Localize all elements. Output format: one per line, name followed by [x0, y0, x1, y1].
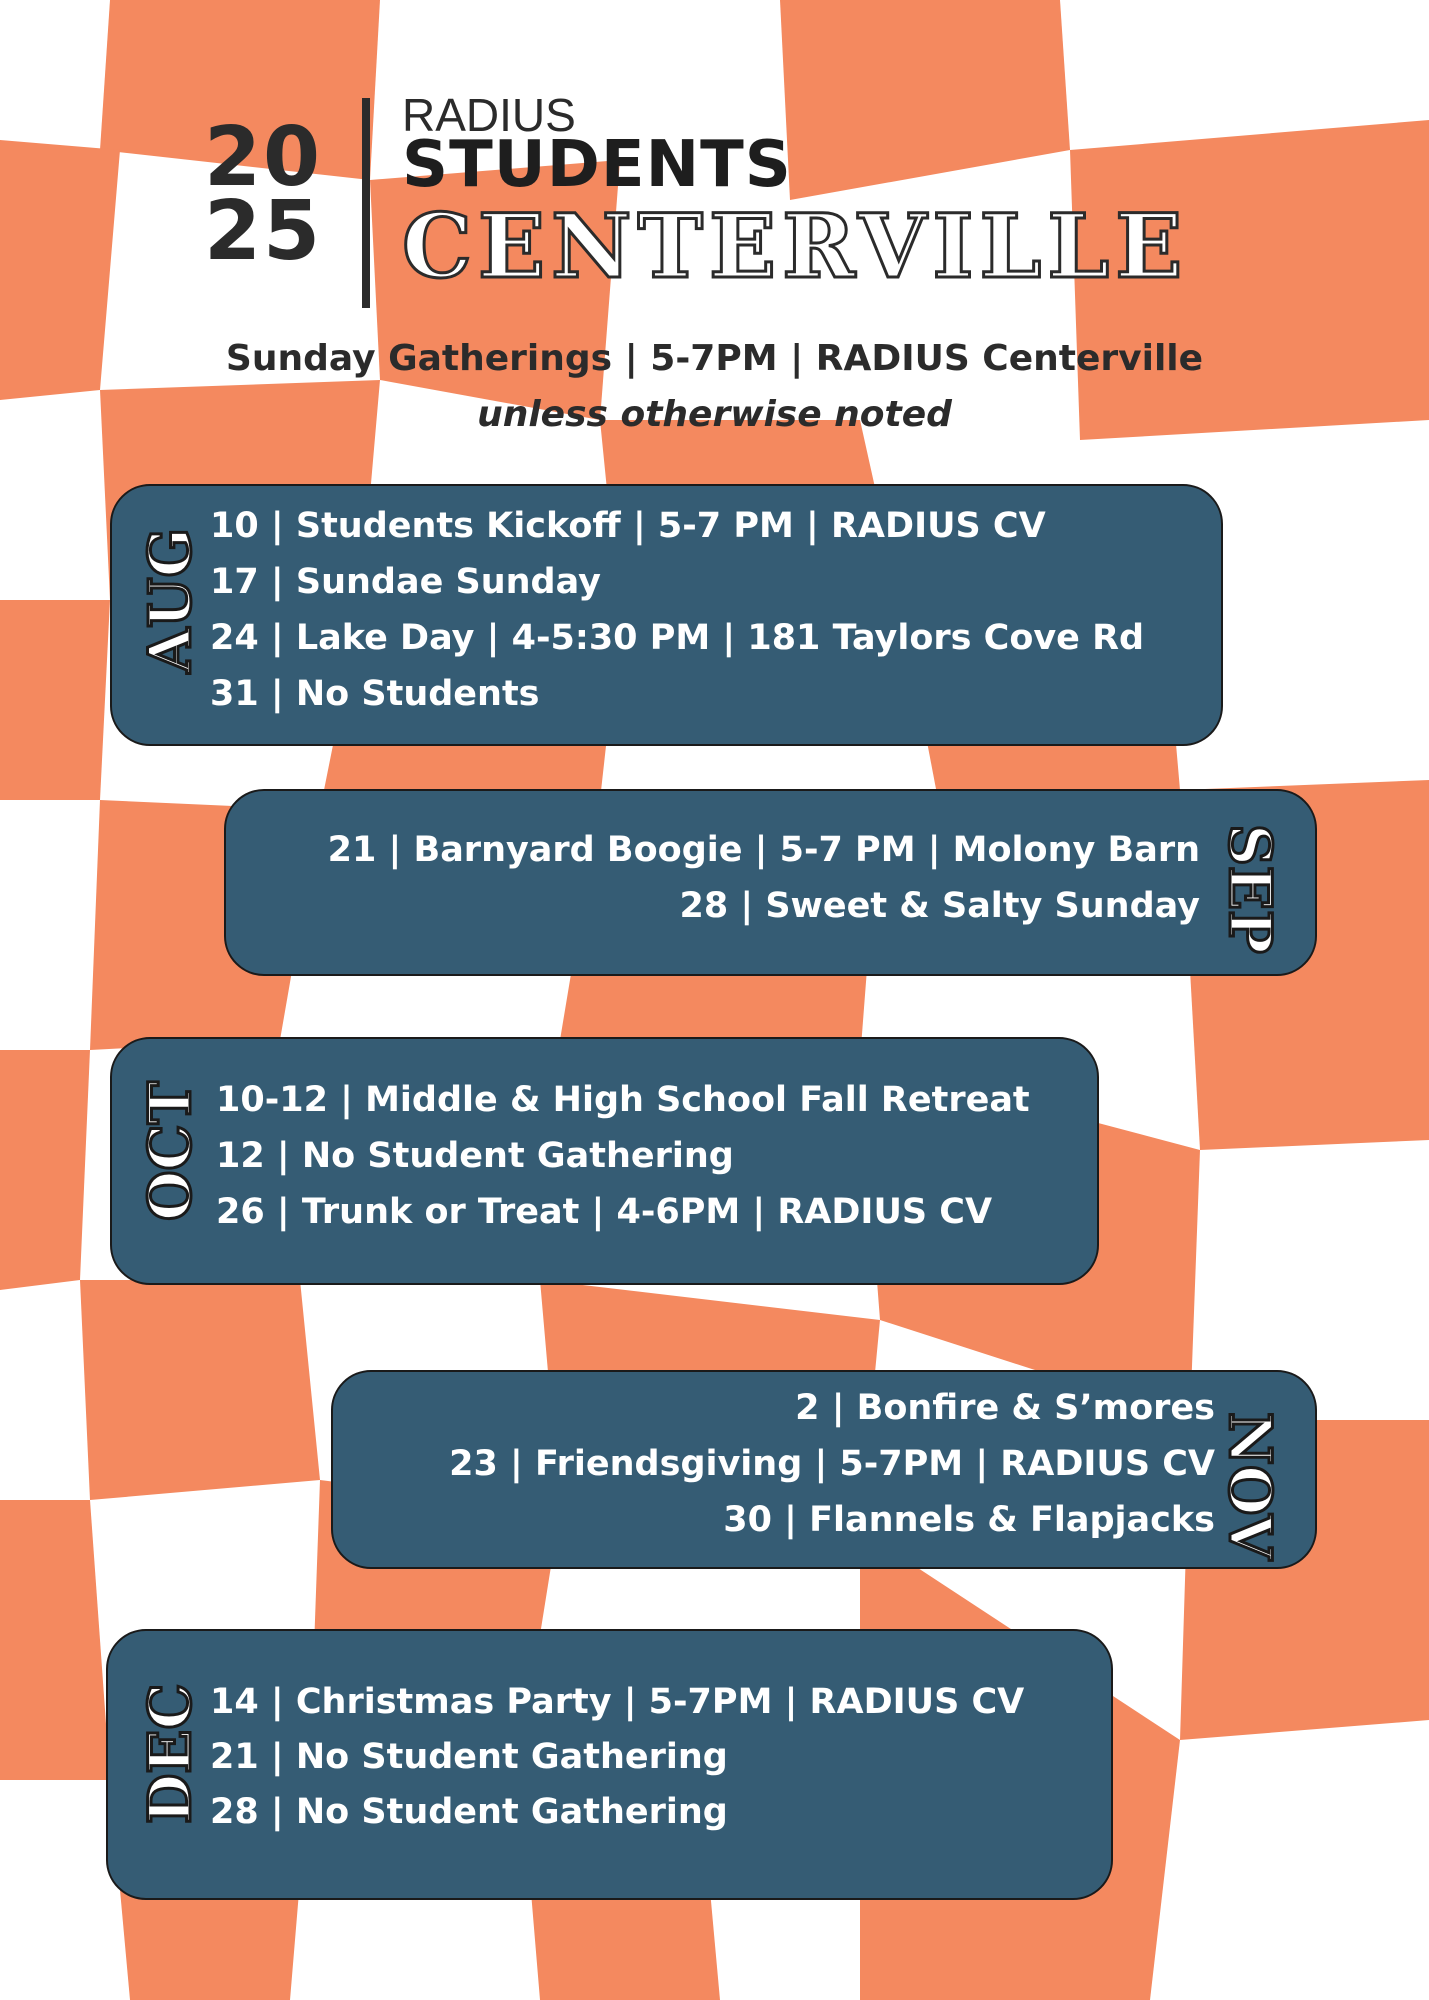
year-bottom: 25: [203, 184, 323, 279]
org-name: RADIUS: [402, 89, 576, 141]
subtitle-main: Sunday Gatherings | 5-7PM | RADIUS Centerville: [225, 338, 1204, 379]
month-panel-sep: [224, 789, 1317, 976]
event-item: 10 | Students Kickoff | 5-7 PM | RADIUS CV: [210, 506, 1046, 546]
event-item: 12 | No Student Gathering: [216, 1136, 734, 1176]
event-item: 28 | No Student Gathering: [210, 1792, 728, 1832]
event-item: 28 | Sweet & Salty Sunday: [679, 886, 1200, 926]
event-item: 21 | Barnyard Boogie | 5-7 PM | Molony Barn: [327, 830, 1200, 870]
year-top: 20: [203, 110, 323, 205]
month-label-nov: NOV: [1216, 1412, 1284, 1560]
header-divider: [362, 98, 370, 308]
event-item: 14 | Christmas Party | 5-7PM | RADIUS CV: [210, 1682, 1025, 1722]
event-item: 26 | Trunk or Treat | 4-6PM | RADIUS CV: [216, 1192, 993, 1232]
month-label-dec: DEC: [136, 1683, 204, 1824]
event-item: 31 | No Students: [210, 674, 540, 714]
month-label-sep: SEP: [1216, 824, 1284, 954]
group-name: STUDENTS: [402, 128, 792, 202]
event-item: 17 | Sundae Sunday: [210, 562, 601, 602]
event-item: 10-12 | Middle & High School Fall Retreat: [216, 1080, 1030, 1120]
event-item: 24 | Lake Day | 4-5:30 PM | 181 Taylors Cove Rd: [210, 618, 1145, 658]
month-label-aug: AUG: [136, 527, 204, 673]
event-item: 30 | Flannels & Flapjacks: [723, 1500, 1215, 1540]
event-item: 2 | Bonfire & S’mores: [795, 1388, 1215, 1428]
subtitle-note: unless otherwise noted: [477, 394, 952, 435]
event-item: 23 | Friendsgiving | 5-7PM | RADIUS CV: [449, 1444, 1215, 1484]
event-item: 21 | No Student Gathering: [210, 1737, 728, 1777]
campus-name: CENTERVILLE: [402, 194, 1189, 298]
month-label-oct: OCT: [136, 1081, 204, 1221]
